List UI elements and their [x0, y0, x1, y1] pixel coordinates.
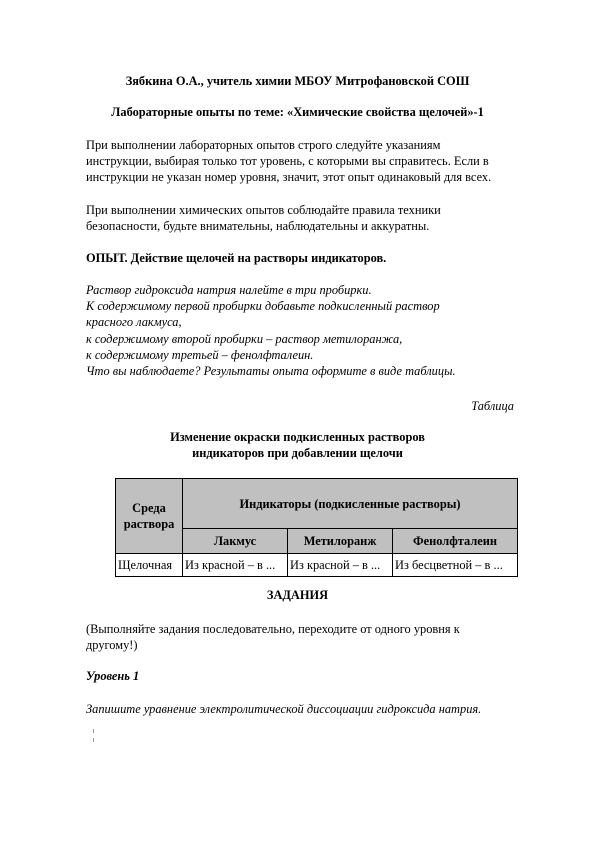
- cell-litmus: Из красной – в ...: [183, 554, 288, 577]
- header-litmus: Лакмус: [183, 529, 288, 554]
- experiment-steps: Раствор гидроксида натрия налейте в три пробирки. К содержимому первой пробирки добавьте подкисленный раствор красного лакмуса, к содержимому второй пробирки – раствор метилоранжа, к содержимому третьей – фенолфталеин. Что вы наблюдаете? Результаты опыта оформите в виде таблицы.: [86, 283, 456, 379]
- cell-phenolphthalein: Из бесцветной – в ...: [393, 554, 518, 577]
- table-title-line-2: индикаторов при добавлении щелочи: [192, 446, 403, 460]
- experiment-heading: ОПЫТ. Действие щелочей на растворы индикаторов.: [86, 251, 387, 265]
- intro-paragraph-2: При выполнении химических опытов соблюдайте правила техники безопасности, будьте внимательны, наблюдательны и аккуратны.: [86, 203, 441, 234]
- answer-line-mark: [93, 729, 94, 733]
- tasks-heading: ЗАДАНИЯ: [266, 588, 329, 602]
- page-title: Лабораторные опыты по теме: «Химические свойства щелочей»-1: [111, 105, 484, 119]
- header-methyl-orange: Метилоранж: [288, 529, 393, 554]
- answer-line-mark: [93, 738, 94, 742]
- header-medium: Среда раствора: [116, 479, 183, 554]
- tasks-instruction: (Выполняйте задания последовательно, переходите от одного уровня к другому!): [86, 622, 460, 653]
- intro-paragraph-1: При выполнении лабораторных опытов строго следуйте указаниям инструкции, выбирая только тот уровень, с которыми вы справитесь. Если в инструкции не указан номер уровня, значит, этот опыт одинаковый для всех.: [86, 138, 492, 185]
- table-row: [116, 554, 518, 577]
- header-phenolphthalein: Фенолфталеин: [393, 529, 518, 554]
- task-1-text: Запишите уравнение электролитической диссоциации гидроксида натрия.: [86, 702, 482, 716]
- table-title-line-1: Изменение окраски подкисленных растворов: [170, 430, 425, 444]
- cell-methyl-orange: Из красной – в ...: [288, 554, 393, 577]
- author-line: Зябкина О.А., учитель химии МБОУ Митрофановской СОШ: [125, 74, 470, 88]
- table-label: Таблица: [471, 399, 514, 413]
- cell-medium: Щелочная: [116, 554, 183, 577]
- header-indicators: Индикаторы (подкисленные растворы): [183, 479, 518, 529]
- indicator-table: [115, 478, 518, 577]
- level-1-label: Уровень 1: [86, 669, 140, 683]
